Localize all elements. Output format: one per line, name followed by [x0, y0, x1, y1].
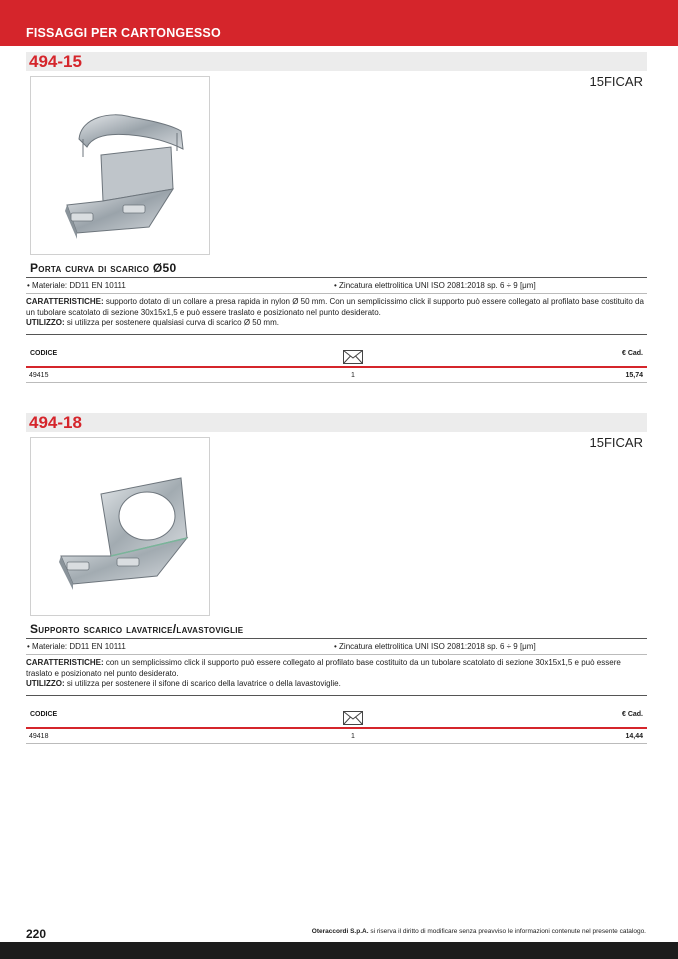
row-price: 15,74 — [625, 372, 643, 379]
product-title: Supporto scarico lavatrice/lavastoviglie — [30, 622, 244, 636]
usage-label: UTILIZZO: — [26, 679, 65, 688]
row-code: 49415 — [29, 372, 49, 379]
table-header-price: € Cad. — [621, 350, 643, 357]
page-bottom-bar — [0, 942, 678, 959]
product-card — [0, 52, 678, 412]
product-code-bar — [26, 413, 647, 432]
product-description — [26, 658, 648, 690]
features-text: supporto dotato di un collare a presa rapida in nylon Ø 50 mm. Con un semplicissimo click il supporto può essere collegato al profilato base costituito da un tubolare scatolato di sezione 30x15x1,5 e può essere traslato e posizionato nel punto desiderato. — [26, 297, 644, 317]
table-header-rule — [26, 727, 647, 729]
features-label: CARATTERISTICHE: — [26, 658, 104, 667]
divider — [26, 293, 647, 294]
row-price: 14,44 — [625, 733, 643, 740]
page-header — [0, 0, 678, 46]
usage-text: si utilizza per sostenere qualsiasi curva di scarico Ø 50 mm. — [64, 318, 279, 327]
usage-label: UTILIZZO: — [26, 318, 65, 327]
supplier-code: 15FICAR — [589, 74, 643, 89]
product-code: 494-15 — [29, 52, 82, 71]
footer-disclaimer — [312, 928, 646, 935]
product-image — [30, 437, 210, 616]
features-text: con un semplicissimo click il supporto può essere collegato al profilato base costituito da un tubolare scatolato di sezione 30x15x1,5 e può essere traslato e posizionato nel punto desiderato. — [26, 658, 621, 678]
footer-note-text: si riserva il diritto di modificare senza preavviso le informazioni contenute nel presente catalogo. — [368, 928, 646, 935]
product-code: 494-18 — [29, 413, 82, 432]
table-header-code: CODICE — [30, 711, 58, 718]
spec-material: • Materiale: DD11 EN 10111 — [27, 281, 126, 290]
divider — [26, 654, 647, 655]
divider — [26, 277, 647, 278]
footer-company: Oteraccordi S.p.A. — [311, 928, 369, 935]
features-label: CARATTERISTICHE: — [26, 297, 104, 306]
divider — [26, 638, 647, 639]
drain-support-bracket-icon — [31, 438, 209, 615]
row-qty: 1 — [351, 733, 355, 740]
table-row-rule — [26, 382, 647, 383]
table-header-rule — [26, 366, 647, 368]
envelope-icon — [343, 711, 363, 725]
table-header-price: € Cad. — [621, 711, 643, 718]
usage-text: si utilizza per sostenere il sifone di scarico della lavatrice o della lavastoviglie. — [64, 679, 341, 688]
spec-finish: • Zincatura elettrolitica UNI ISO 2081:2018 sp. 6 ÷ 9 [μm] — [334, 642, 536, 651]
product-card — [0, 413, 678, 773]
product-code-bar — [26, 52, 647, 71]
pipe-bend-holder-clip-icon — [31, 77, 209, 254]
product-description — [26, 297, 648, 329]
row-code: 49418 — [29, 733, 49, 740]
envelope-icon — [343, 350, 363, 364]
product-image — [30, 76, 210, 255]
section-title: FISSAGGI PER CARTONGESSO — [26, 26, 221, 40]
divider — [26, 695, 647, 696]
spec-material: • Materiale: DD11 EN 10111 — [27, 642, 126, 651]
table-row-rule — [26, 743, 647, 744]
supplier-code: 15FICAR — [589, 435, 643, 450]
divider — [26, 334, 647, 335]
spec-finish: • Zincatura elettrolitica UNI ISO 2081:2018 sp. 6 ÷ 9 [μm] — [334, 281, 536, 290]
page-number: 220 — [26, 927, 47, 941]
product-title: Porta curva di scarico Ø50 — [30, 261, 177, 275]
row-qty: 1 — [351, 372, 355, 379]
table-header-code: CODICE — [30, 350, 58, 357]
